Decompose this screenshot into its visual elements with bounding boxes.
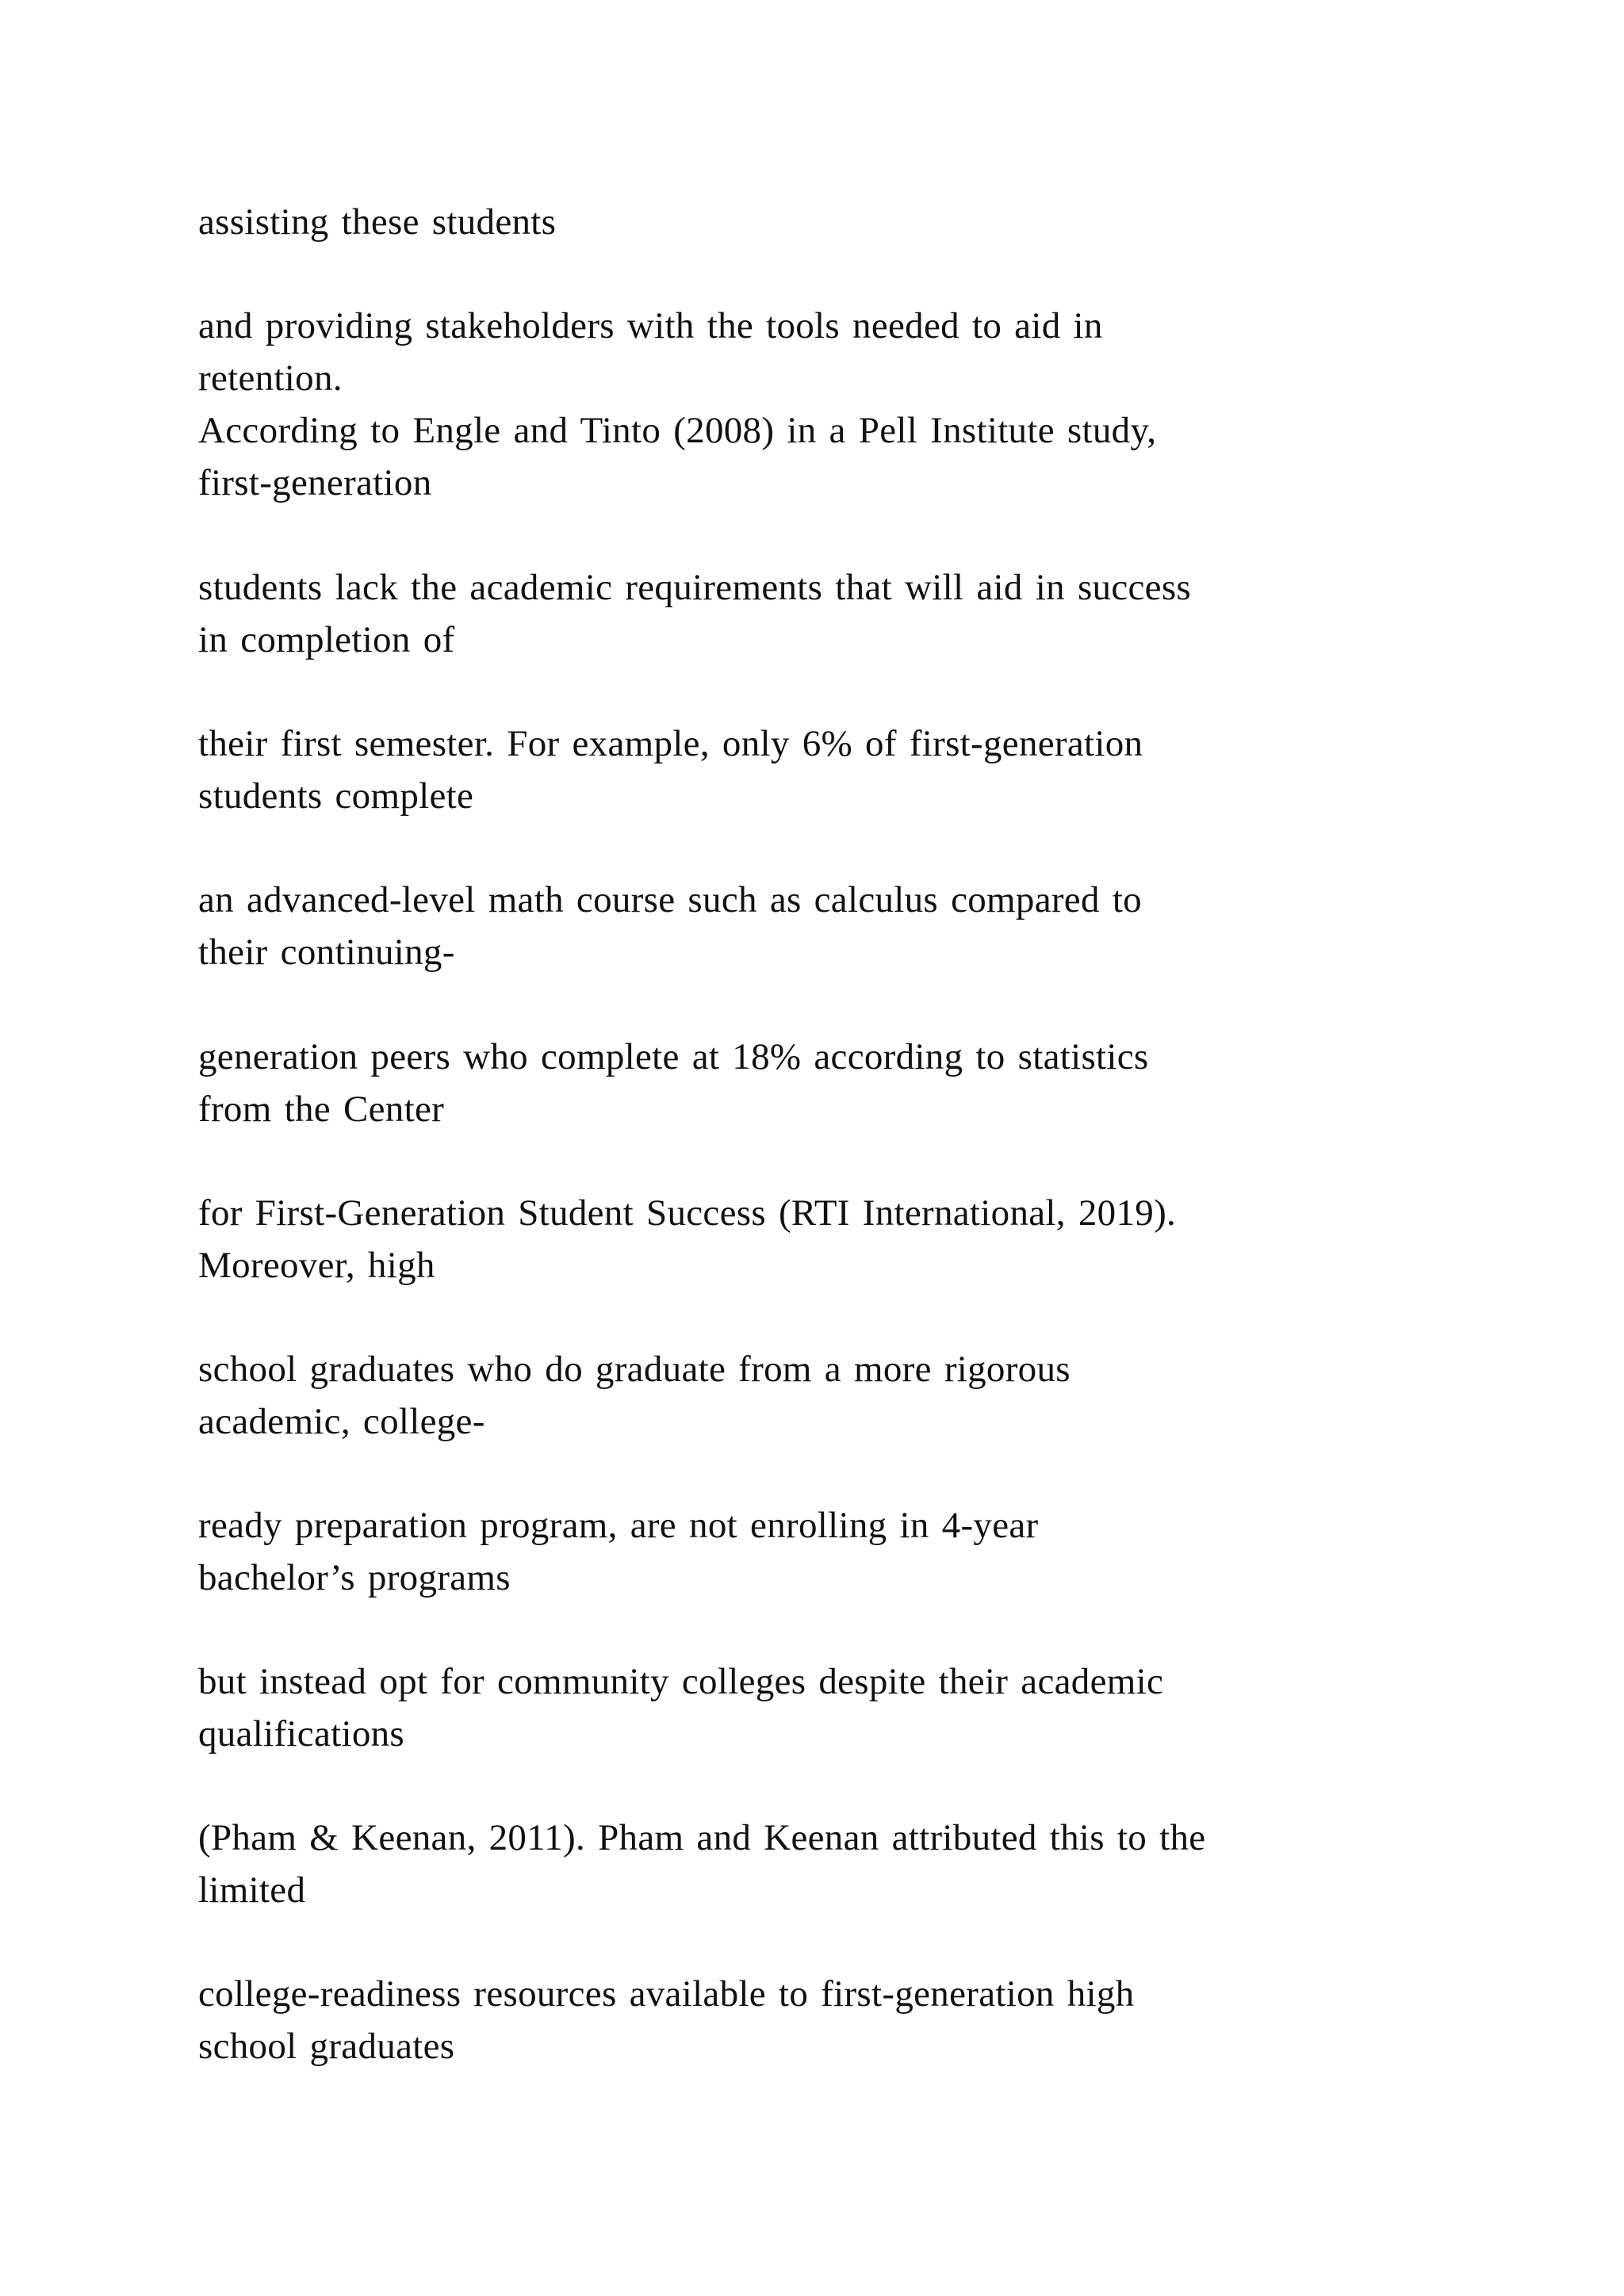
text-line: According to Engle and Tinto (2008) in a Pell Institute study,: [198, 410, 1157, 451]
paragraph-3: [198, 561, 1499, 666]
paragraph-11: [198, 1812, 1499, 1916]
paragraph-1: [198, 196, 1499, 248]
paragraph-2: [198, 300, 1499, 509]
text-line: and providing stakeholders with the tools needed to aid in: [198, 305, 1103, 346]
text-line: in completion of: [198, 619, 455, 660]
text-line: retention.: [198, 358, 343, 399]
text-line: but instead opt for community colleges despite their academic: [198, 1661, 1164, 1702]
text-line: (Pham & Keenan, 2011). Pham and Keenan attributed this to the: [198, 1817, 1206, 1858]
text-line: their first semester. For example, only 6% of first-generation: [198, 723, 1143, 764]
paragraph-7: [198, 1187, 1499, 1292]
text-line: first-generation: [198, 462, 432, 503]
text-line: school graduates: [198, 2026, 455, 2067]
paragraph-8: [198, 1343, 1499, 1448]
text-line: Moreover, high: [198, 1245, 435, 1286]
text-line: limited: [198, 1869, 306, 1911]
text-line: assisting these students: [198, 201, 557, 243]
text-line: bachelor’s programs: [198, 1557, 511, 1598]
text-line: school graduates who do graduate from a more rigorous: [198, 1349, 1071, 1390]
text-line: students lack the academic requirements that will aid in success: [198, 567, 1192, 608]
paragraph-4: [198, 718, 1499, 822]
text-line: for First-Generation Student Success (RTI International, 2019).: [198, 1192, 1177, 1234]
text-line: from the Center: [198, 1089, 445, 1130]
paragraph-5: [198, 874, 1499, 978]
text-line: an advanced-level math course such as calculus compared to: [198, 879, 1142, 920]
paragraph-10: [198, 1655, 1499, 1760]
text-line: generation peers who complete at 18% according to statistics: [198, 1036, 1149, 1077]
text-line: qualifications: [198, 1713, 405, 1755]
text-line: college-readiness resources available to first-generation high: [198, 1973, 1135, 2015]
text-line: academic, college-: [198, 1401, 485, 1442]
text-line: their continuing-: [198, 932, 455, 973]
paragraph-12: [198, 1968, 1499, 2072]
paragraph-6: [198, 1031, 1499, 1135]
text-line: students complete: [198, 775, 474, 817]
text-line: ready preparation program, are not enrolling in 4-year: [198, 1505, 1039, 1546]
paragraph-9: [198, 1499, 1499, 1604]
